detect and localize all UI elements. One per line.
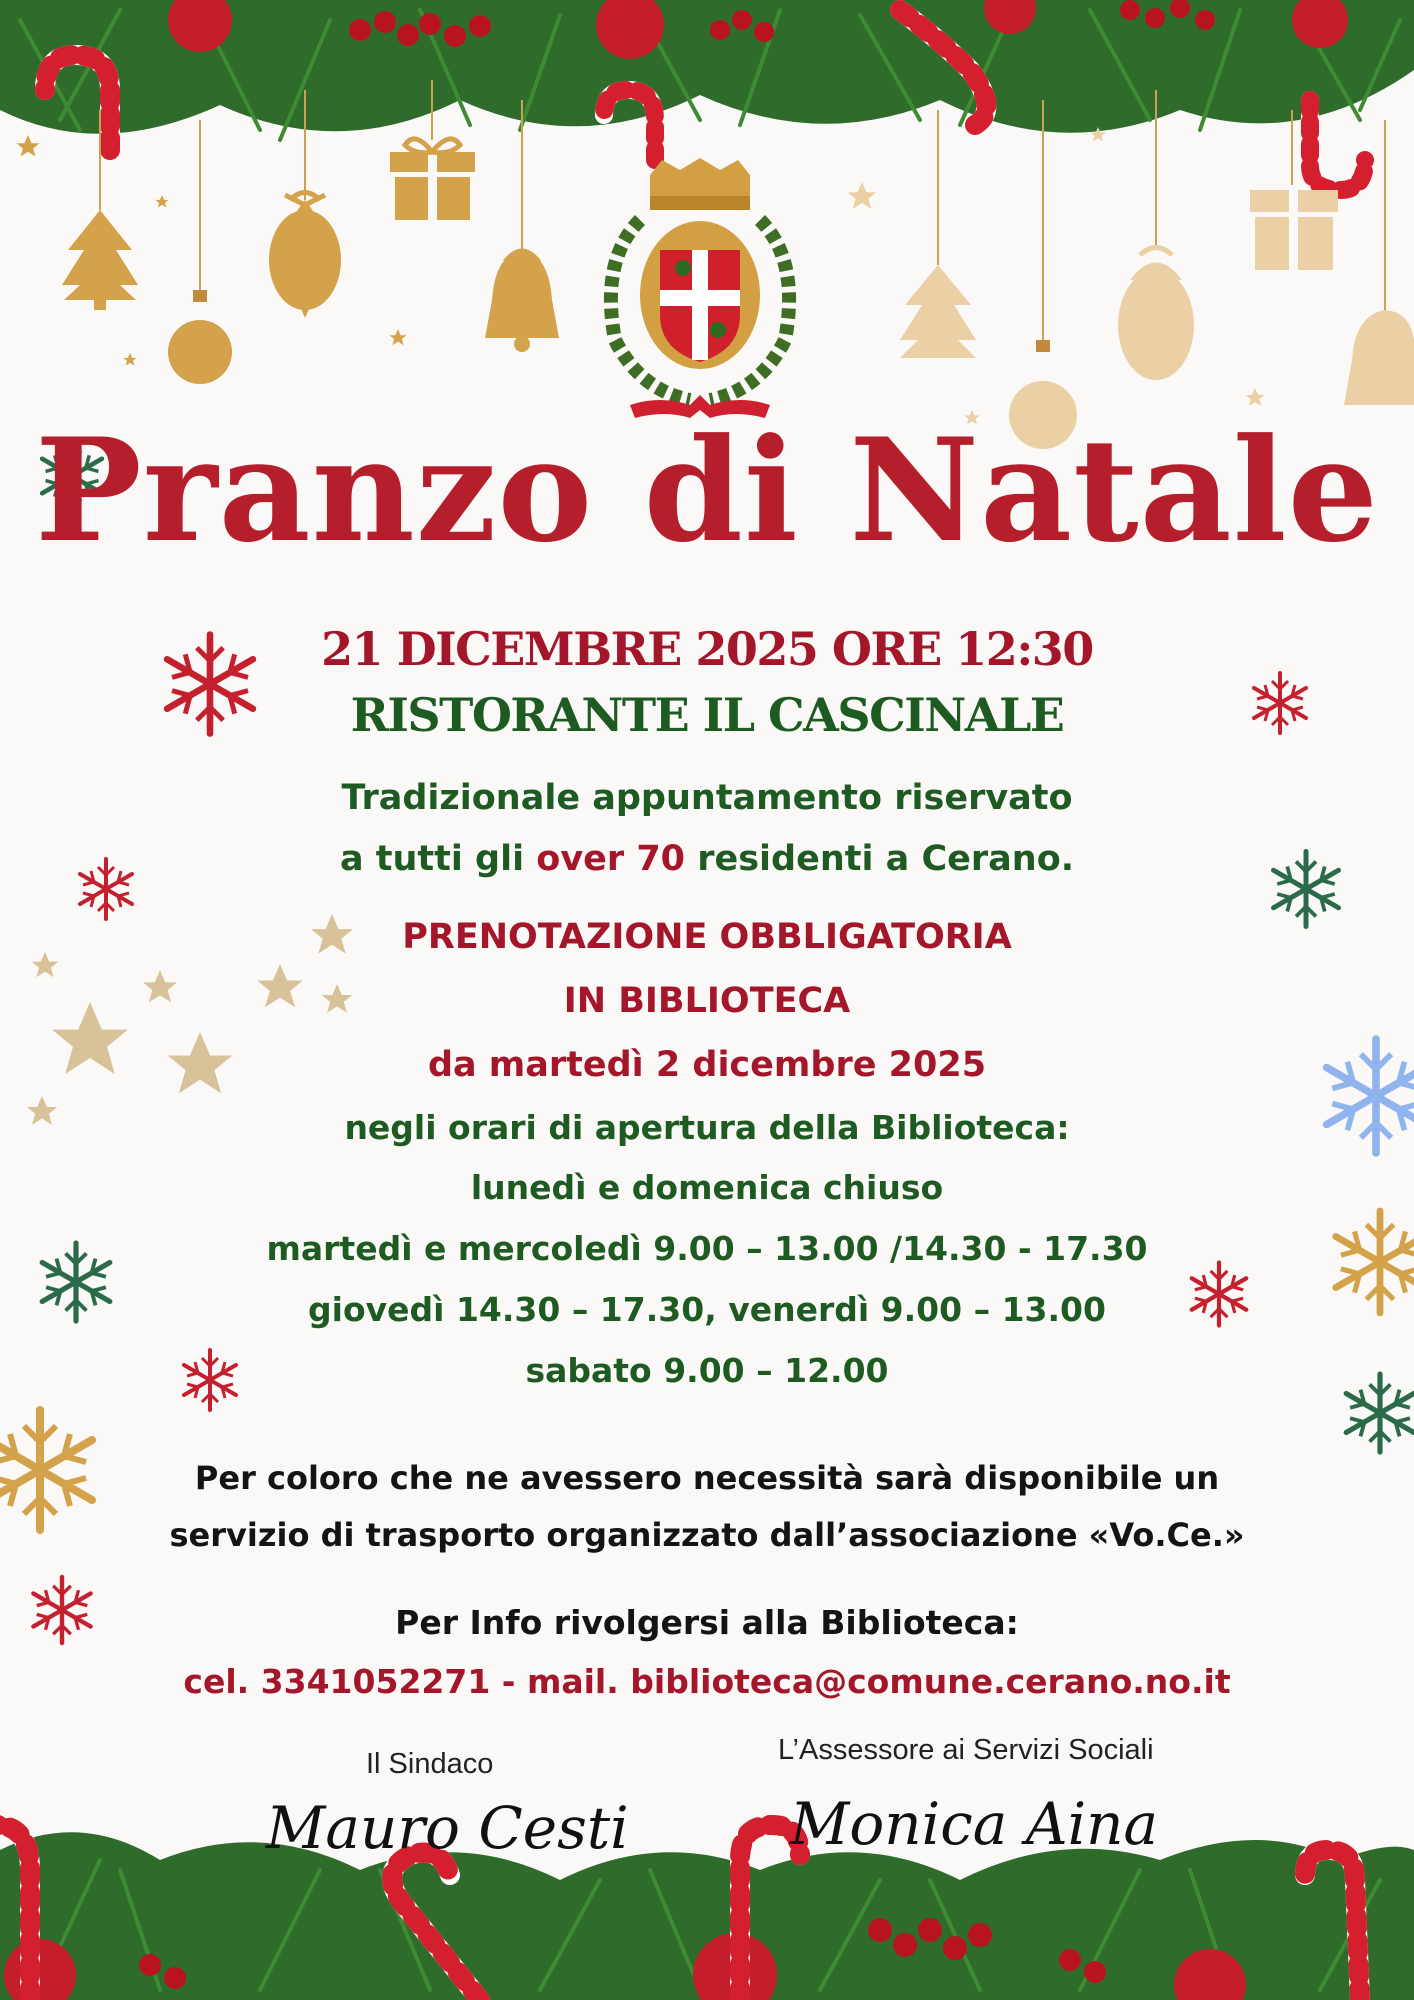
intro-text-b: residenti a Cerano. (685, 839, 1075, 879)
contact-details: cel. 3341052271 - mail. biblioteca@comune.cerano.no.it (183, 1662, 1231, 1701)
christmas-tree-icon (62, 210, 138, 310)
transport-line-1: Per coloro che ne avessero necessità sarà disponibile un (194, 1459, 1220, 1497)
hours-tue-wed: martedì e mercoledì 9.00 – 13.00 /14.30 - 17.30 (266, 1229, 1148, 1268)
intro-line-2 (0, 839, 1414, 879)
hours-thu-fri: giovedì 14.30 – 17.30, venerdì 9.00 – 13.00 (308, 1290, 1106, 1329)
gift-box-icon (390, 139, 1338, 270)
pine-garland-bottom (0, 1825, 1414, 2000)
transport-line-2: servizio di trasporto organizzato dall’associazione «Vo.Ce.» (169, 1516, 1245, 1554)
christmas-tree-icon (900, 265, 976, 358)
booking-start-date: da martedì 2 dicembre 2025 (427, 1045, 987, 1085)
event-venue: RISTORANTE IL CASCINALE (350, 688, 1064, 742)
town-coat-of-arms (611, 158, 789, 418)
pine-garland-top (0, 0, 1414, 140)
intro-line-1: Tradizionale appuntamento riservato (341, 778, 1073, 818)
intro-text-a: a tutti gli (339, 839, 537, 879)
mayor-signature: Mauro Cesti (266, 1794, 629, 1862)
booking-location: IN BIBLIOTECA (563, 981, 851, 1021)
hours-intro: negli orari di apertura della Biblioteca: (344, 1108, 1070, 1147)
info-title: Per Info rivolgersi alla Biblioteca: (395, 1603, 1019, 1642)
hours-sat: sabato 9.00 – 12.00 (525, 1351, 889, 1390)
mayor-role: Il Sindaco (366, 1748, 494, 1780)
booking-required: PRENOTAZIONE OBBLIGATORIA (402, 917, 1012, 957)
assessor-signature: Monica Aina (790, 1790, 1159, 1858)
assessor-role: L’Assessore ai Servizi Sociali (778, 1734, 1154, 1766)
event-date-time: 21 DICEMBRE 2025 ORE 12:30 (321, 622, 1093, 676)
hours-closed: lunedì e domenica chiuso (470, 1168, 944, 1207)
over-70-highlight: over 70 (536, 839, 686, 879)
poster-title: Pranzo di Natale (35, 408, 1379, 574)
